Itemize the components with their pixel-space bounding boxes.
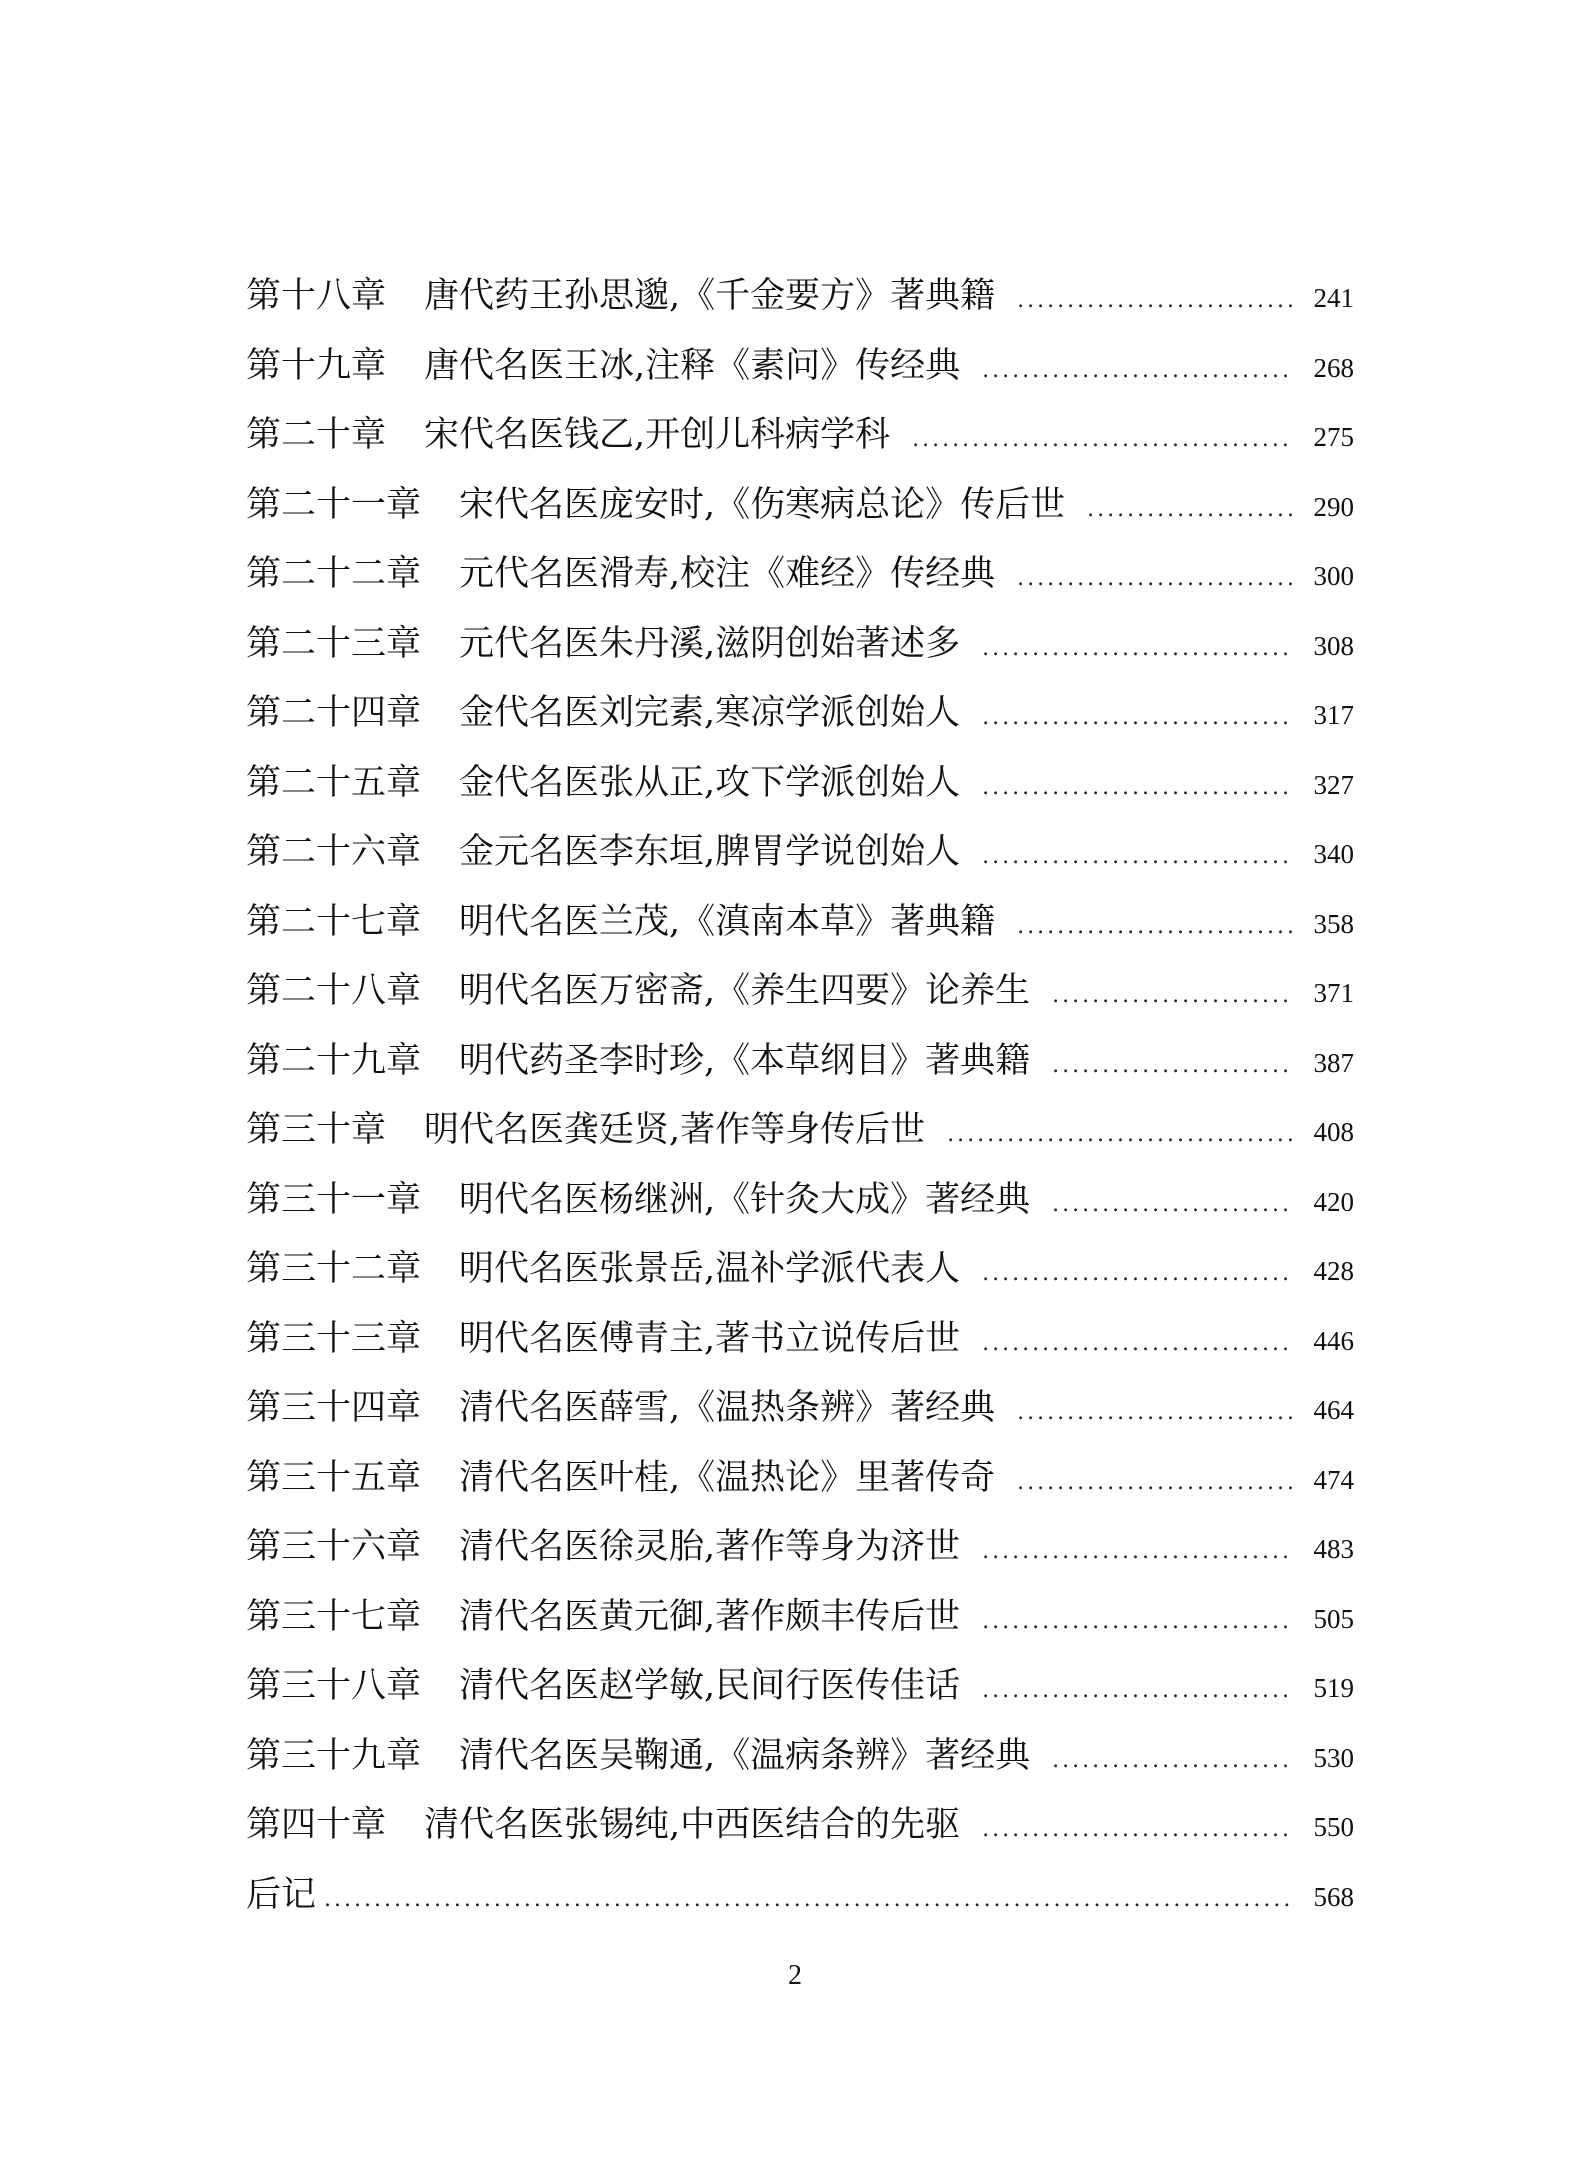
toc-row-afterword[interactable] <box>246 1861 1354 1931</box>
chapter-number: 第二十七章 <box>246 901 422 942</box>
table-of-contents <box>246 262 1354 1930</box>
page-number: 268 <box>1313 352 1354 383</box>
chapter-title: 明代名医张景岳,温补学派代表人 <box>459 1249 961 1289</box>
page-number: 428 <box>1313 1256 1354 1286</box>
page-number: 483 <box>1313 1534 1354 1564</box>
chapter-number: 第四十章 <box>246 1805 387 1845</box>
chapter-number: 第三十七章 <box>246 1596 422 1637</box>
page-number: 446 <box>1313 1325 1354 1356</box>
page-number: 474 <box>1313 1464 1354 1495</box>
toc-row[interactable] <box>246 957 1354 1027</box>
chapter-title: 宋代名医庞安时,《伤寒病总论》传后世 <box>459 484 1066 525</box>
chapter-title: 明代药圣李时珍,《本草纲目》著典籍 <box>459 1040 1031 1081</box>
chapter-title: 清代名医徐灵胎,著作等身为济世 <box>459 1527 961 1567</box>
toc-row[interactable] <box>246 1583 1354 1653</box>
dot-leader <box>982 1309 1294 1379</box>
toc-row[interactable] <box>246 818 1354 888</box>
chapter-number: 第三十一章 <box>246 1179 422 1220</box>
dot-leader <box>1052 1170 1294 1240</box>
dot-leader <box>1052 1726 1294 1796</box>
page-number: 519 <box>1313 1673 1354 1703</box>
chapter-title: 宋代名医钱乙,开创儿科病学科 <box>424 415 891 455</box>
dot-leader <box>982 1517 1294 1587</box>
dot-leader <box>1087 475 1294 545</box>
chapter-title: 明代名医傅青主,著书立说传后世 <box>459 1318 961 1359</box>
chapter-number: 第三十八章 <box>246 1666 422 1706</box>
chapter-title: 唐代名医王冰,注释《素问》传经典 <box>424 345 961 386</box>
toc-row[interactable] <box>246 888 1354 958</box>
toc-row[interactable] <box>246 1305 1354 1375</box>
chapter-title: 明代名医龚廷贤,著作等身传后世 <box>424 1110 926 1150</box>
toc-row[interactable] <box>246 610 1354 680</box>
toc-row[interactable] <box>246 1652 1354 1722</box>
chapter-title: 唐代药王孙思邈,《千金要方》著典籍 <box>424 276 996 316</box>
page-number: 371 <box>1313 978 1354 1008</box>
chapter-number: 第二十五章 <box>246 762 422 803</box>
dot-leader <box>1052 961 1294 1031</box>
dot-leader <box>947 1100 1294 1170</box>
chapter-number: 第三十章 <box>246 1110 387 1150</box>
chapter-title: 清代名医吴鞠通,《温病条辨》著经典 <box>459 1735 1031 1776</box>
toc-row[interactable] <box>246 332 1354 402</box>
dot-leader <box>1017 1448 1294 1518</box>
toc-row[interactable] <box>246 679 1354 749</box>
toc-row[interactable] <box>246 401 1354 471</box>
page-number: 505 <box>1313 1603 1354 1634</box>
chapter-title: 清代名医叶桂,《温热论》里著传奇 <box>459 1457 996 1498</box>
dot-leader <box>982 1587 1294 1657</box>
chapter-number: 第三十四章 <box>246 1388 422 1428</box>
dot-leader <box>1017 892 1294 962</box>
chapter-title: 金代名医刘完素,寒凉学派创始人 <box>459 693 961 733</box>
chapter-number: 第二十二章 <box>246 554 422 594</box>
page-number: 408 <box>1313 1117 1354 1147</box>
dot-leader <box>982 822 1294 892</box>
chapter-number: 第二十章 <box>246 415 387 455</box>
chapter-number: 第二十一章 <box>246 484 422 525</box>
page-number: 358 <box>1313 908 1354 939</box>
page-number: 464 <box>1313 1395 1354 1425</box>
toc-row[interactable] <box>246 262 1354 332</box>
afterword-title: 后记 <box>246 1874 317 1915</box>
chapter-number: 第三十二章 <box>246 1249 422 1289</box>
toc-row[interactable] <box>246 1722 1354 1792</box>
dot-leader <box>912 405 1294 475</box>
chapter-number: 第二十六章 <box>246 832 422 872</box>
chapter-number: 第二十八章 <box>246 971 422 1011</box>
toc-row[interactable] <box>246 1374 1354 1444</box>
toc-row[interactable] <box>246 749 1354 819</box>
chapter-title: 明代名医兰茂,《滇南本草》著典籍 <box>459 901 996 942</box>
dot-leader <box>1017 266 1294 336</box>
toc-row[interactable] <box>246 1235 1354 1305</box>
page-number: 340 <box>1313 839 1354 869</box>
chapter-title: 清代名医薛雪,《温热条辨》著经典 <box>459 1388 996 1428</box>
dot-leader <box>982 753 1294 823</box>
page-number: 568 <box>1313 1881 1354 1912</box>
chapter-number: 第十九章 <box>246 345 387 386</box>
chapter-title: 元代名医朱丹溪,滋阴创始著述多 <box>459 623 961 664</box>
chapter-title: 明代名医杨继洲,《针灸大成》著经典 <box>459 1179 1031 1220</box>
page-number: 387 <box>1313 1047 1354 1078</box>
chapter-title: 元代名医滑寿,校注《难经》传经典 <box>459 554 996 594</box>
chapter-number: 第二十四章 <box>246 693 422 733</box>
chapter-title: 清代名医黄元御,著作颇丰传后世 <box>459 1596 961 1637</box>
footer-page-number: 2 <box>788 1960 802 1991</box>
toc-row[interactable] <box>246 471 1354 541</box>
dot-leader <box>982 1656 1294 1726</box>
toc-row[interactable] <box>246 1027 1354 1097</box>
page-number: 290 <box>1313 491 1354 522</box>
dot-leader <box>1017 1378 1294 1448</box>
chapter-title: 金元名医李东垣,脾胃学说创始人 <box>459 832 961 872</box>
chapter-number: 第三十九章 <box>246 1735 422 1776</box>
chapter-title: 清代名医张锡纯,中西医结合的先驱 <box>424 1805 961 1845</box>
dot-leader <box>982 336 1294 406</box>
page-number: 300 <box>1313 561 1354 591</box>
toc-row[interactable] <box>246 1513 1354 1583</box>
chapter-title: 明代名医万密斋,《养生四要》论养生 <box>459 971 1031 1011</box>
chapter-number: 第二十三章 <box>246 623 422 664</box>
chapter-number: 第三十六章 <box>246 1527 422 1567</box>
toc-row[interactable] <box>246 1444 1354 1514</box>
dot-leader <box>1052 1031 1294 1101</box>
dot-leader <box>982 1239 1294 1309</box>
page-number: 317 <box>1313 700 1354 730</box>
page-number: 420 <box>1313 1186 1354 1217</box>
dot-leader <box>1017 544 1294 614</box>
toc-row[interactable] <box>246 540 1354 610</box>
page-number: 550 <box>1313 1812 1354 1842</box>
chapter-title: 清代名医赵学敏,民间行医传佳话 <box>459 1666 961 1706</box>
chapter-number: 第二十九章 <box>246 1040 422 1081</box>
dot-leader <box>324 1865 1294 1935</box>
chapter-number: 第十八章 <box>246 276 387 316</box>
dot-leader <box>982 1795 1294 1865</box>
dot-leader <box>982 614 1294 684</box>
page-number: 530 <box>1313 1742 1354 1773</box>
page-number: 241 <box>1313 283 1354 313</box>
page-number: 275 <box>1313 422 1354 452</box>
dot-leader <box>982 683 1294 753</box>
toc-row[interactable] <box>246 1096 1354 1166</box>
chapter-title: 金代名医张从正,攻下学派创始人 <box>459 762 961 803</box>
page-number: 308 <box>1313 630 1354 661</box>
toc-row[interactable] <box>246 1791 1354 1861</box>
chapter-number: 第三十三章 <box>246 1318 422 1359</box>
page-number: 327 <box>1313 769 1354 800</box>
toc-row[interactable] <box>246 1166 1354 1236</box>
chapter-number: 第三十五章 <box>246 1457 422 1498</box>
